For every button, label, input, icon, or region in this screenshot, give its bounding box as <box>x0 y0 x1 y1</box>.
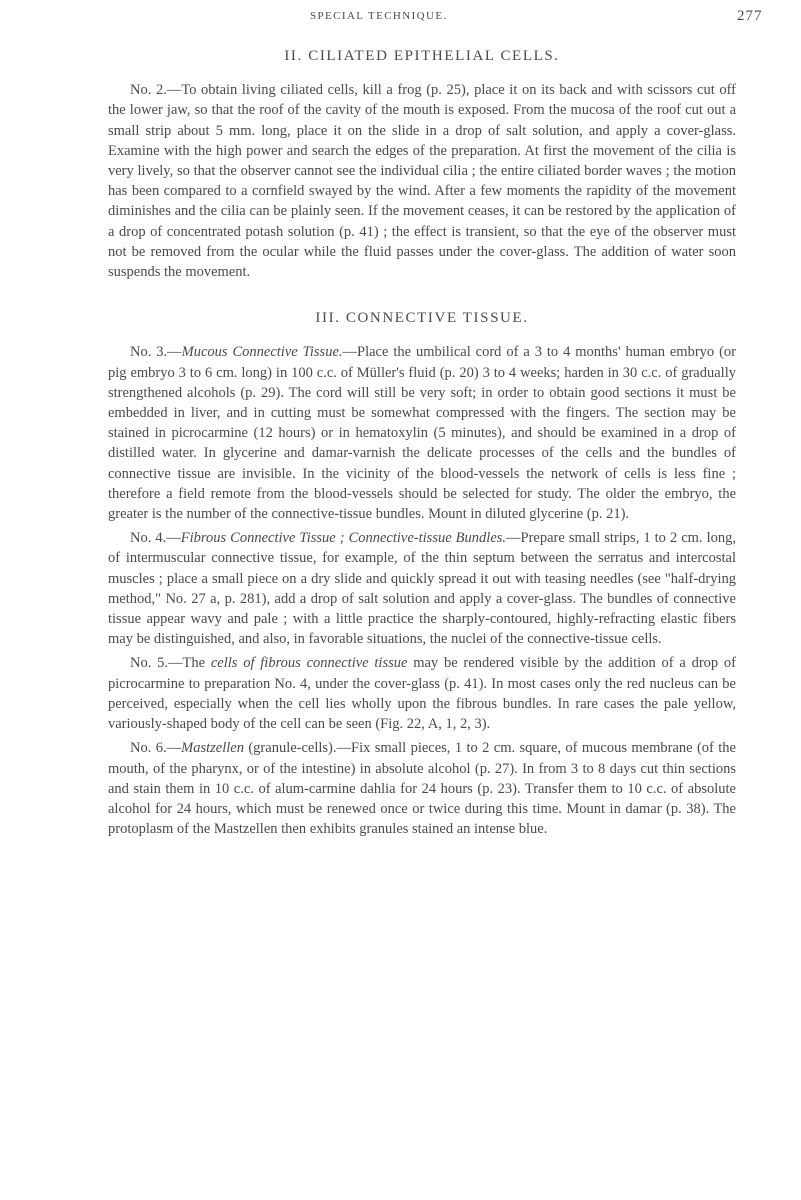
paragraph-title-italic: Fibrous Connective Tissue ; Connective-tissue Bundles. <box>180 530 507 547</box>
paragraph-lead: No. 3.— <box>130 344 182 361</box>
paragraph-body: may be rendered visible by the addition of a drop of picrocarmine to preparation No. 4, under the cover-glass (p. 41). In most cases only the red nucleus can be perceived, especially when the cell lies wholly upon the fibrous bundles. In rare cases the pale yellow, variously-shaped body of the cell can be seen (Fig. 22, A, 1, 2, 3). <box>108 655 737 733</box>
paragraph-lead: No. 2.— <box>130 82 182 99</box>
paragraph-title-italic: Mastzellen <box>181 740 244 757</box>
running-head <box>0 10 801 30</box>
paragraph-title-italic: cells of fibrous connective tissue <box>210 655 408 672</box>
paragraph-lead: No. 6.— <box>130 740 182 757</box>
paragraph-lead: No. 5.—The <box>130 655 211 672</box>
paragraph-body: (granule-cells).—Fix small pieces, 1 to 2 cm. square, of mucous membrane (of the mouth, of the pharynx, or of the intestine) in absolute alcohol (p. 27). In from 3 to 8 days cut thin sections and stain them in 10 c.c. of alum-carmine dahlia for 24 hours (p. 23). Transfer them to 10 c.c. of absolute alcohol for 24 hours, which must be renewed once or twice during this time. Mount in damar (p. 38). The protoplasm of the Mastzellen then exhibits granules stained an intense blue. <box>108 740 736 838</box>
paragraph-lead: No. 4.— <box>130 530 181 547</box>
paragraph-body: —Prepare small strips, 1 to 2 cm. long, of intermuscular connective tissue, for example, of the thin septum between the serratus and intercostal muscles ; place a small piece on a dry slide and quickly spread it out with teasing needles (see "half-drying method," No. 27 a, p. 281), add a drop of salt solution and apply a cover-glass. The bundles of connective tissue appear wavy and pale ; with a little practice the sharply-contoured, highly-refracting elastic fibers may be distinguished, and also, in favorable situations, the nuclei of the connective-tissue cells. <box>108 530 736 648</box>
paragraph-no-4 <box>108 528 736 649</box>
paragraph-body: —Place the umbilical cord of a 3 to 4 months' human embryo (or pig embryo 3 to 6 cm. long) in 100 c.c. of Müller's fluid (p. 20) 3 to 4 weeks; harden in 30 c.c. of gradually strengthened alcohols (p. 29). The cord will still be very soft; in order to obtain good sections it must be embedded in liver, and in cutting must be somewhat compressed with the fingers. The section may be stained in picrocarmine (12 hours) or in hematoxylin (5 minutes), and should be examined in a drop of distilled water. In glycerine and damar-varnish the delicate processes of the cells and the bundles of connective tissue are invisible. In the vicinity of the blood-vessels the network of cells is less fine ; therefore a field remote from the blood-vessels should be selected for study. The older the embryo, the greater is the number of the connective-tissue bundles. Mount in diluted glycerine (p. 21). <box>108 344 736 523</box>
paragraph-no-2 <box>108 80 736 282</box>
section-heading-ciliated-epithelial-cells: II. CILIATED EPITHELIAL CELLS. <box>284 48 560 64</box>
paragraph-no-3 <box>108 342 736 524</box>
page-body <box>108 46 736 843</box>
paragraph-no-5 <box>108 653 736 734</box>
page-number: 277 <box>737 8 763 24</box>
paragraph-title-italic: Mucous Connective Tissue. <box>181 344 343 361</box>
paragraph-body: To obtain living ciliated cells, kill a frog (p. 25), place it on its back and with scissors cut off the lower jaw, so that the roof of the cavity of the mouth is exposed. From the mucosa of the roof cut out a small strip about 5 mm. long, place it on the slide in a drop of salt solution, and apply a cover-glass. Examine with the high power and search the edges of the preparation. At first the movement of the cilia is very lively, so that the observer cannot see the individual cilia ; the entire ciliated border waves ; the motion has been compared to a cornfield swayed by the wind. After a few moments the rapidity of the movement diminishes and the cilia can be plainly seen. If the movement ceases, it can be restored by the application of a drop of concentrated potash solution (p. 41) ; the effect is transient, so that the eye of the observer must not be removed from the ocular while the fluid passes under the cover-glass. The addition of water soon suspends the movement. <box>108 82 736 281</box>
running-head-title: SPECIAL TECHNIQUE. <box>310 10 448 22</box>
paragraph-no-6 <box>108 738 736 839</box>
section-heading-connective-tissue: III. CONNECTIVE TISSUE. <box>315 310 529 327</box>
